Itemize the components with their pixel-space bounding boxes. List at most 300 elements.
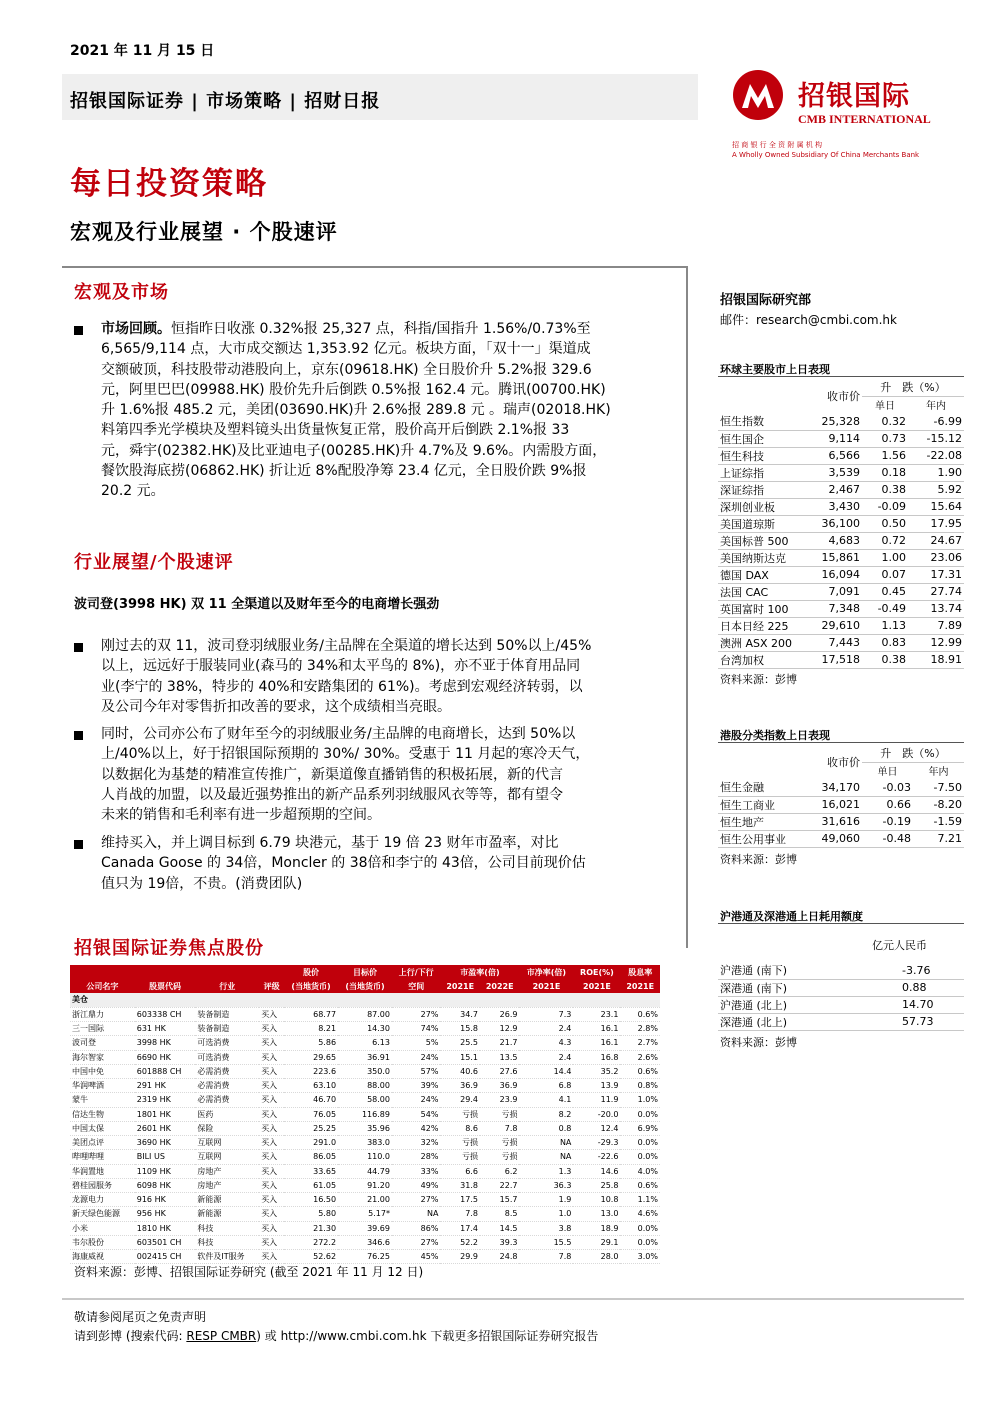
table-cell: 德国 DAX	[718, 566, 800, 583]
table-row	[70, 1164, 660, 1178]
connect-unit: 亿元人民币	[872, 939, 927, 952]
market-review-line: 升 1.6%报 485.2 元，美团(03690.HK)升 2.6%报 289.8 元 。瑞声(02018.HK)	[101, 402, 611, 419]
table-cell: -3.76	[858, 962, 964, 979]
table-cell: 116.89	[338, 1107, 392, 1121]
table-cell: 0.0%	[620, 1150, 660, 1164]
table-cell: 0.38	[862, 651, 908, 668]
table-cell: 4,683	[800, 532, 862, 549]
research-email[interactable]: 邮件：research@cmbi.com.hk	[720, 313, 897, 327]
page-subtitle: 宏观及行业展望 · 个股速评	[70, 220, 338, 244]
table-cell: 346.6	[338, 1235, 392, 1249]
table-cell: 1109 HK	[135, 1164, 196, 1178]
table-row	[718, 447, 964, 464]
table-cell: 23.9	[480, 1093, 520, 1107]
col-day: 单日	[875, 401, 896, 413]
table-cell: 台湾加权	[718, 651, 800, 668]
table-cell: 互联网	[195, 1136, 259, 1150]
table-cell: 0.8%	[620, 1079, 660, 1093]
table-cell: 16,094	[800, 566, 862, 583]
col-change: 升 跌（%）	[862, 379, 964, 396]
table-cell: 36.91	[338, 1050, 392, 1064]
table-cell: 17,518	[800, 651, 862, 668]
table-cell: 0.8	[519, 1121, 573, 1135]
table-cell: 0.73	[862, 430, 908, 447]
table-cell: NA	[519, 1150, 573, 1164]
focus-table-group-row	[70, 993, 660, 1007]
table-cell: 74%	[392, 1022, 440, 1036]
table-cell: 86.05	[284, 1150, 338, 1164]
table-cell: 买入	[259, 1207, 284, 1221]
table-cell: 916 HK	[135, 1193, 196, 1207]
col-close: 收市价	[827, 390, 860, 403]
table-cell: 5%	[392, 1036, 440, 1050]
table-cell: 46.70	[284, 1093, 338, 1107]
table-cell: 买入	[259, 1164, 284, 1178]
table-cell: 603501 CH	[135, 1235, 196, 1249]
table-cell: 1.00	[862, 549, 908, 566]
logo-cn-text: 招银国际	[798, 81, 910, 112]
table-row	[70, 1150, 660, 1164]
table-cell: 1.9	[519, 1193, 573, 1207]
table-cell: 医药	[195, 1107, 259, 1121]
table-cell: 海康威视	[70, 1250, 135, 1264]
table-cell: 装备制造	[195, 1022, 259, 1036]
table-cell: 三一国际	[70, 1022, 135, 1036]
table-cell: 39%	[392, 1079, 440, 1093]
table-cell: 13.9	[573, 1079, 620, 1093]
table-cell: 0.18	[862, 464, 908, 481]
table-cell: 华润啤酒	[70, 1079, 135, 1093]
table-cell: 13.74	[908, 600, 964, 617]
cmbi-logo	[722, 68, 962, 168]
department-line: 招银国际证券 | 市场策略 | 招财日报	[70, 91, 381, 112]
table-cell: 5.17*	[338, 1207, 392, 1221]
table-row	[718, 481, 964, 498]
table-cell: 小米	[70, 1221, 135, 1235]
table-row	[718, 996, 964, 1013]
table-cell: 亏损	[440, 1107, 480, 1121]
table-cell: 亏损	[480, 1136, 520, 1150]
table-cell: 15.7	[480, 1193, 520, 1207]
table-row	[718, 498, 964, 515]
footer-rule	[62, 1298, 964, 1300]
focus-header-top: 市盈率(倍)	[440, 965, 519, 979]
table-cell: 223.6	[284, 1064, 338, 1078]
table-cell: 14.70	[858, 996, 964, 1013]
table-cell: 28%	[392, 1150, 440, 1164]
table-cell: 15.1	[440, 1050, 480, 1064]
table-cell: 31.8	[440, 1178, 480, 1192]
table-cell: 16,021	[800, 796, 862, 813]
table-cell: 恒生工商业	[718, 796, 800, 813]
table-cell: 上证综指	[718, 464, 800, 481]
table-cell: 4.1	[519, 1093, 573, 1107]
table-cell: 美国标普 500	[718, 532, 800, 549]
bosideng-bullet-3: 维持买入，并上调目标到 6.79 块港元，基于 19 倍 23 财年市盈率，对比 Canada Goose 的 34倍，Moncler 的 38倍和李宁的 43倍，公司目前现价估 值只为 19倍，不贵。(消费团队)	[101, 835, 586, 892]
table-cell: 7.8	[480, 1121, 520, 1135]
table-cell: 350.0	[338, 1064, 392, 1078]
table-row	[718, 617, 964, 634]
stock-comment-title: 波司登(3998 HK) 双 11 全渠道以及财年至今的电商增长强劲	[74, 597, 440, 612]
col-ytd: 年内	[928, 767, 949, 779]
table-cell: 亏损	[440, 1150, 480, 1164]
table-row	[718, 600, 964, 617]
table-cell: 买入	[259, 1178, 284, 1192]
table-row	[718, 430, 964, 447]
table-cell: 日本日经 225	[718, 617, 800, 634]
table-cell: 买入	[259, 1050, 284, 1064]
connect-body	[718, 962, 964, 1030]
table-cell: 13.5	[480, 1050, 520, 1064]
table-cell: 52.62	[284, 1250, 338, 1264]
cmbi-url[interactable]: http://www.cmbi.com.hk	[280, 1329, 427, 1343]
table-cell: 2.6%	[620, 1050, 660, 1064]
table-cell: 2601 HK	[135, 1121, 196, 1135]
table-cell: 1.0%	[620, 1093, 660, 1107]
table-row	[70, 1250, 660, 1264]
table-row	[718, 566, 964, 583]
focus-table-header-bottom	[70, 979, 660, 993]
table-cell: 291.0	[284, 1136, 338, 1150]
market-review-line: 元，舜宇(02382.HK)及比亚迪电子(00285.HK)升 4.7%及 9.6%。内需股方面，	[101, 442, 607, 459]
table-cell: 27.74	[908, 583, 964, 600]
market-review-line: 20.2 元。	[101, 483, 165, 500]
table-cell: 0.0%	[620, 1107, 660, 1121]
table-cell: NA	[392, 1207, 440, 1221]
focus-header-bottom: 股票代码	[135, 979, 196, 993]
table-row	[718, 549, 964, 566]
table-row	[70, 1193, 660, 1207]
table-cell: 亏损	[480, 1150, 520, 1164]
table-cell: 24%	[392, 1050, 440, 1064]
table-cell: 恒生国企	[718, 430, 800, 447]
table-cell: -20.0	[573, 1107, 620, 1121]
table-cell: 14.4	[519, 1064, 573, 1078]
table-row	[70, 1064, 660, 1078]
table-cell: 68.77	[284, 1007, 338, 1021]
table-cell: 亏损	[440, 1136, 480, 1150]
table-cell: 房地产	[195, 1178, 259, 1192]
table-cell: 1.13	[862, 617, 908, 634]
table-cell: 0.88	[858, 979, 964, 996]
focus-header-top	[195, 965, 259, 979]
table-cell: 13.0	[573, 1207, 620, 1221]
left-column-rule	[62, 266, 688, 268]
macro-heading: 宏观及市场	[74, 282, 169, 303]
bullet-square-icon	[74, 840, 83, 849]
table-cell: 110.0	[338, 1150, 392, 1164]
industry-heading: 行业展望/个股速评	[74, 552, 234, 573]
table-cell: 6.6	[440, 1164, 480, 1178]
table-cell: 2.4	[519, 1022, 573, 1036]
hk-sector-title: 港股分类指数上日表现	[720, 729, 830, 742]
table-row	[70, 1207, 660, 1221]
table-cell: 5.86	[284, 1036, 338, 1050]
table-cell: 可选消费	[195, 1050, 259, 1064]
table-cell: 29.1	[573, 1235, 620, 1249]
table-cell: 0.45	[862, 583, 908, 600]
global-title-rule	[718, 376, 964, 377]
table-cell: 7.89	[908, 617, 964, 634]
table-cell: 17.5	[440, 1193, 480, 1207]
group-label: 美仓	[70, 993, 660, 1007]
table-cell: 澳洲 ASX 200	[718, 634, 800, 651]
table-cell: 买入	[259, 1221, 284, 1235]
table-cell: -0.49	[862, 600, 908, 617]
table-cell: 韦尔股份	[70, 1235, 135, 1249]
market-review-line: 市场回顾。恒指昨日收涨 0.32%报 25,327 点，科指/国指升 1.56%/0.73%至	[101, 321, 591, 337]
table-cell: 买入	[259, 1107, 284, 1121]
table-cell: 浙江鼎力	[70, 1007, 135, 1021]
table-cell: 12.99	[908, 634, 964, 651]
table-row	[70, 1178, 660, 1192]
table-cell: 002415 CH	[135, 1250, 196, 1264]
table-cell: 美团点评	[70, 1136, 135, 1150]
focus-header-top	[259, 965, 284, 979]
table-cell: 买入	[259, 1121, 284, 1135]
table-cell: 2319 HK	[135, 1093, 196, 1107]
table-cell: 272.2	[284, 1235, 338, 1249]
table-cell: 必需消费	[195, 1079, 259, 1093]
table-cell: 美国道琼斯	[718, 515, 800, 532]
table-cell: 买入	[259, 1007, 284, 1021]
table-cell: 科技	[195, 1221, 259, 1235]
table-row	[718, 634, 964, 651]
table-cell: 碧桂园服务	[70, 1178, 135, 1192]
table-cell: BILI US	[135, 1150, 196, 1164]
col-change: 升 跌（%）	[862, 745, 964, 762]
focus-header-top: 目标价	[338, 965, 392, 979]
table-cell: -0.03	[862, 779, 913, 796]
focus-header-top: 股息率	[620, 965, 660, 979]
table-cell: 36.9	[440, 1079, 480, 1093]
table-cell: 法国 CAC	[718, 583, 800, 600]
table-cell: 14.5	[480, 1221, 520, 1235]
table-cell: 2,467	[800, 481, 862, 498]
download-note: 请到彭博 (搜索代码: RESP CMBR) 或 http://www.cmbi.com.hk 下载更多招银国际证券研究报告	[74, 1329, 599, 1343]
table-row	[70, 1007, 660, 1021]
table-cell: 16.1	[573, 1022, 620, 1036]
focus-header-bottom: 公司名字	[70, 979, 135, 993]
table-cell: 必需消费	[195, 1093, 259, 1107]
table-cell: 21.00	[338, 1193, 392, 1207]
focus-header-bottom: 2022E	[480, 979, 520, 993]
table-cell: 8.21	[284, 1022, 338, 1036]
table-cell: 1.56	[862, 447, 908, 464]
table-cell: 0.66	[862, 796, 913, 813]
table-cell: 0.0%	[620, 1136, 660, 1150]
table-cell: 91.20	[338, 1178, 392, 1192]
logo-en-text: CMB INTERNATIONAL	[798, 112, 931, 126]
focus-header-top	[70, 965, 135, 979]
table-cell: 58.00	[338, 1093, 392, 1107]
table-cell: 6.13	[338, 1036, 392, 1050]
col-ytd: 年内	[926, 401, 947, 413]
table-cell: 15,861	[800, 549, 862, 566]
table-cell: 40.6	[440, 1064, 480, 1078]
table-cell: 61.05	[284, 1178, 338, 1192]
table-row	[70, 1036, 660, 1050]
table-cell: 0.32	[862, 413, 908, 430]
table-cell: 恒生金融	[718, 779, 800, 796]
table-cell: -7.50	[913, 779, 964, 796]
table-cell: 2.4	[519, 1050, 573, 1064]
table-cell: 25.5	[440, 1036, 480, 1050]
table-cell: 33%	[392, 1164, 440, 1178]
table-cell: 16.1	[573, 1036, 620, 1050]
table-cell: 新能源	[195, 1193, 259, 1207]
table-cell: 3690 HK	[135, 1136, 196, 1150]
focus-header-bottom: 行业	[195, 979, 259, 993]
market-review-lead: 市场回顾。	[101, 321, 171, 337]
table-cell: 房地产	[195, 1164, 259, 1178]
table-cell: 7,091	[800, 583, 862, 600]
table-cell: 57%	[392, 1064, 440, 1078]
table-cell: 1810 HK	[135, 1221, 196, 1235]
table-row	[718, 1013, 964, 1030]
focus-header-top: 市净率(倍)	[519, 965, 573, 979]
bullet-square-icon	[74, 643, 83, 652]
table-cell: 15.5	[519, 1235, 573, 1249]
table-cell: 1801 HK	[135, 1107, 196, 1121]
table-cell: 0.50	[862, 515, 908, 532]
table-cell: 31,616	[800, 813, 862, 830]
table-row	[718, 532, 964, 549]
table-cell: 6.9%	[620, 1121, 660, 1135]
market-review-line: 料第四季光学模块及塑料镜头出货量恢复正常，股价高开后倒跌 2.1%报 33	[101, 422, 570, 439]
table-cell: 海尔智家	[70, 1050, 135, 1064]
table-cell: 291 HK	[135, 1079, 196, 1093]
focus-header-bottom: 2021E	[620, 979, 660, 993]
focus-header-bottom: 2021E	[519, 979, 573, 993]
table-cell: 深港通 (南下)	[718, 979, 858, 996]
table-cell: 0.0%	[620, 1235, 660, 1249]
connect-title-rule	[718, 923, 964, 924]
table-cell: 15.64	[908, 498, 964, 515]
table-cell: 6.8	[519, 1079, 573, 1093]
table-cell: 63.10	[284, 1079, 338, 1093]
logo-tag-cn: 招 商 银 行 全 资 附 属 机 构	[732, 141, 823, 149]
focus-header-bottom: (当地货币)	[338, 979, 392, 993]
table-cell: 买入	[259, 1150, 284, 1164]
col-close: 收市价	[827, 756, 860, 769]
table-cell: 29.4	[440, 1093, 480, 1107]
table-cell: 27.6	[480, 1064, 520, 1078]
table-cell: 34,170	[800, 779, 862, 796]
focus-table-source: 资料来源：彭博、招银国际证券研究 (截至 2021 年 11 月 12 日)	[74, 1265, 424, 1279]
bosideng-bullet-1: 刚过去的双 11，波司登羽绒服业务/主品牌在全渠道的增长达到 50%以上/45% 以上，远远好于服装同业(森马的 34%和太平鸟的 8%)，亦不亚于体育用品同 业(李宁的 38%，特步的 40%和安踏集团的 61%)。考虑到宏观经济转弱，以 及公司今年对零售折扣改善的要求，这个成绩相当亮眼。	[101, 638, 592, 715]
table-cell: 科技	[195, 1235, 259, 1249]
table-cell: 中国太保	[70, 1121, 135, 1135]
table-cell: 3,430	[800, 498, 862, 515]
table-cell: 4.6%	[620, 1207, 660, 1221]
focus-header-top	[135, 965, 196, 979]
connect-table	[718, 962, 964, 1031]
table-cell: 恒生科技	[718, 447, 800, 464]
table-cell: 33.65	[284, 1164, 338, 1178]
logo-tag-en: A Wholly Owned Subsidiary Of China Merchants Bank	[732, 151, 920, 159]
table-cell: 24.8	[480, 1250, 520, 1264]
table-cell: 恒生公用事业	[718, 830, 800, 847]
table-cell: 0.6%	[620, 1064, 660, 1078]
global-markets-title: 环球主要股市上日表现	[720, 363, 830, 376]
table-cell: 88.00	[338, 1079, 392, 1093]
table-row	[70, 1121, 660, 1135]
table-cell: -8.20	[913, 796, 964, 813]
table-cell: 买入	[259, 1064, 284, 1078]
table-cell: 25.25	[284, 1121, 338, 1135]
table-row	[718, 979, 964, 996]
table-cell: 3,539	[800, 464, 862, 481]
table-cell: 互联网	[195, 1150, 259, 1164]
table-row	[718, 464, 964, 481]
table-cell: 16.8	[573, 1050, 620, 1064]
table-cell: 5.80	[284, 1207, 338, 1221]
table-cell: 中国中免	[70, 1064, 135, 1078]
table-cell: 0.0%	[620, 1221, 660, 1235]
table-cell: 4.0%	[620, 1164, 660, 1178]
market-review-line: 元，阿里巴巴(09988.HK) 股价先升后倒跌 0.5%报 162.4 元。腾讯(00700.HK)	[101, 381, 606, 398]
focus-stocks-table	[70, 965, 660, 1264]
table-cell: 603338 CH	[135, 1007, 196, 1021]
table-cell: 35.96	[338, 1121, 392, 1135]
table-cell: 恒生地产	[718, 813, 800, 830]
table-cell: 24%	[392, 1093, 440, 1107]
global-source: 资料来源：彭博	[720, 673, 797, 686]
table-cell: 6098 HK	[135, 1178, 196, 1192]
market-review-line: 交额破顶，科技股带动港股向上，京东(09618.HK) 全日股价升 5.2%报 329.6	[101, 361, 592, 378]
table-cell: 76.05	[284, 1107, 338, 1121]
table-row	[718, 413, 964, 430]
table-cell: 0.38	[862, 481, 908, 498]
table-cell: -0.19	[862, 813, 913, 830]
table-row	[718, 779, 964, 796]
table-row	[70, 1022, 660, 1036]
table-cell: 631 HK	[135, 1022, 196, 1036]
table-cell: -1.59	[913, 813, 964, 830]
table-row	[70, 1107, 660, 1121]
table-cell: 45%	[392, 1250, 440, 1264]
table-cell: 买入	[259, 1093, 284, 1107]
table-cell: 3998 HK	[135, 1036, 196, 1050]
focus-header-bottom: 空间	[392, 979, 440, 993]
table-cell: 29,610	[800, 617, 862, 634]
table-cell: 1.3	[519, 1164, 573, 1178]
table-cell: 沪港通 (北上)	[718, 996, 858, 1013]
table-cell: 22.7	[480, 1178, 520, 1192]
table-cell: -0.09	[862, 498, 908, 515]
table-row	[718, 796, 964, 813]
bloomberg-code-link[interactable]: RESP CMBR	[186, 1329, 257, 1343]
hk-sector-source: 资料来源：彭博	[720, 853, 797, 866]
table-cell: 35.2	[573, 1064, 620, 1078]
table-row	[70, 1235, 660, 1249]
table-row	[70, 1079, 660, 1093]
table-cell: 8.5	[480, 1207, 520, 1221]
table-cell: 沪港通 (南下)	[718, 962, 858, 979]
table-cell: 4.3	[519, 1036, 573, 1050]
table-cell: 8.6	[440, 1121, 480, 1135]
table-cell: 34.7	[440, 1007, 480, 1021]
focus-table-body	[70, 993, 660, 1264]
table-cell: 87.00	[338, 1007, 392, 1021]
table-cell: 0.6%	[620, 1178, 660, 1192]
table-cell: -22.6	[573, 1150, 620, 1164]
table-cell: 买入	[259, 1036, 284, 1050]
table-cell: 27%	[392, 1235, 440, 1249]
table-cell: 54%	[392, 1107, 440, 1121]
table-cell: 软件及IT服务	[195, 1250, 259, 1264]
